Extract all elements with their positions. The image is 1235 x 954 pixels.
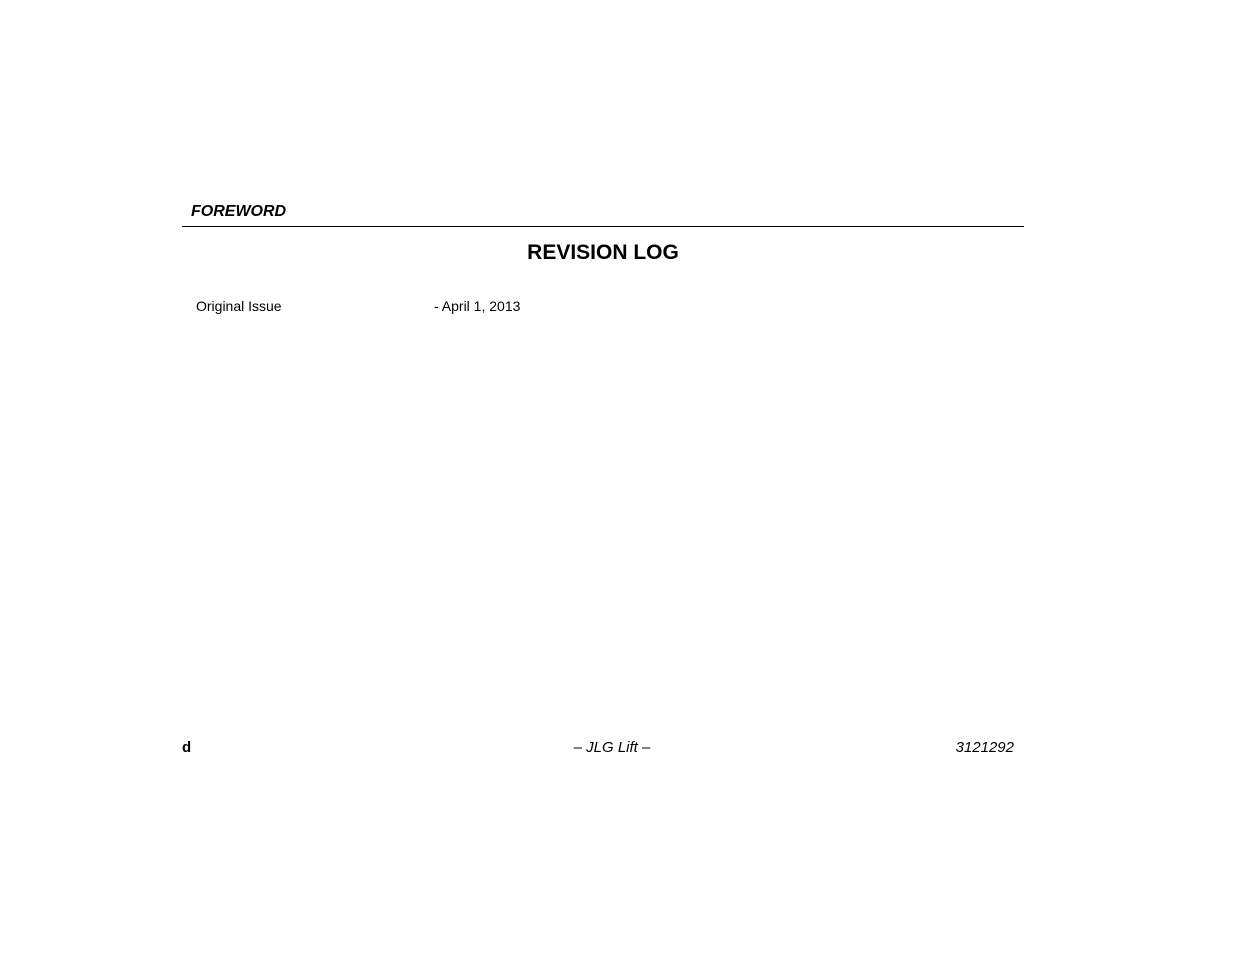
page-title: REVISION LOG	[527, 241, 679, 264]
revision-label: Original Issue	[196, 298, 282, 314]
footer-product-name: – JLG Lift –	[573, 739, 651, 756]
header-divider	[182, 226, 1024, 227]
revision-log-row	[0, 297, 1235, 315]
footer-page-number: d	[182, 739, 192, 756]
section-header: FOREWORD	[191, 203, 287, 220]
revision-date: - April 1, 2013	[434, 298, 521, 314]
footer-document-number: 3121292	[955, 739, 1014, 756]
